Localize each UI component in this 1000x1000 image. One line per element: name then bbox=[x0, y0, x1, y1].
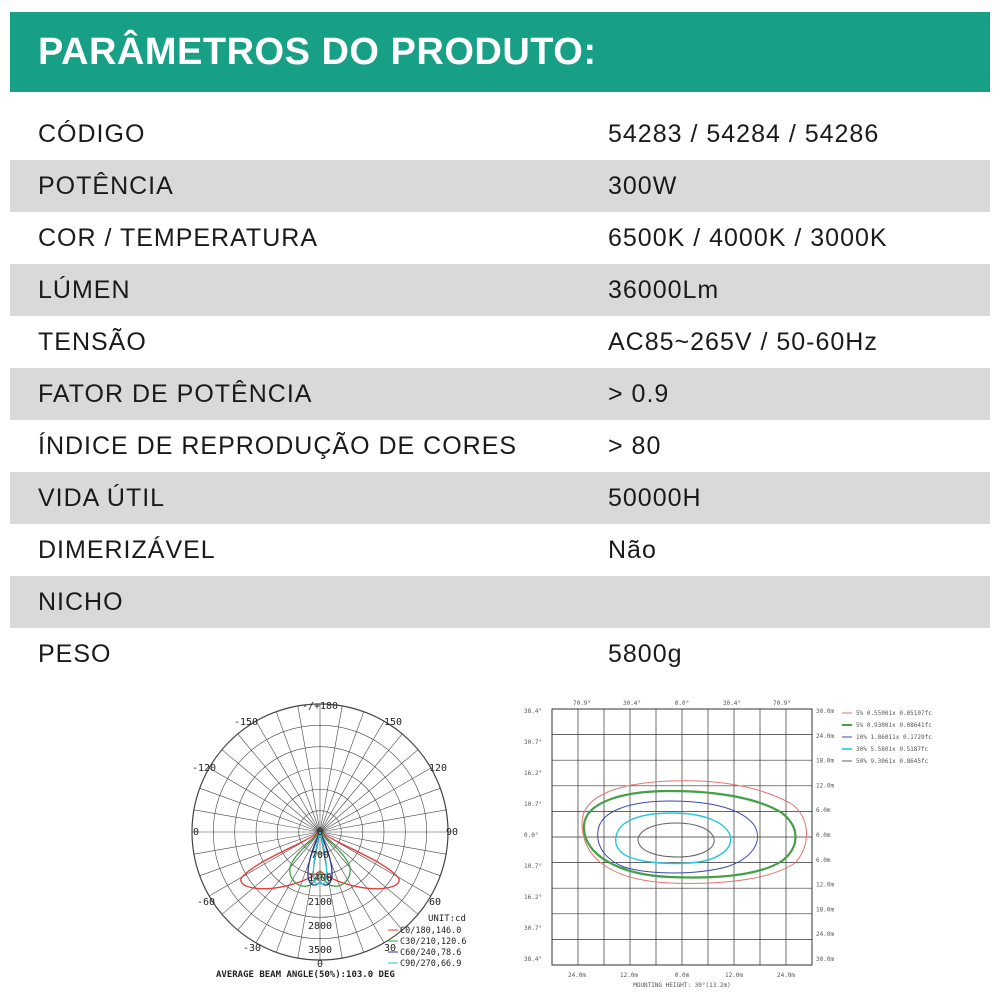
intensity-label: 0 bbox=[316, 827, 324, 838]
spec-row-lumen bbox=[10, 264, 990, 316]
intensity-label: 3500 bbox=[307, 945, 333, 956]
spec-label: LÚMEN bbox=[38, 275, 131, 304]
iso-left-label: 38.4° bbox=[524, 708, 543, 715]
spec-value: 50000H bbox=[608, 483, 702, 512]
page-title: PARÂMETROS DO PRODUTO: bbox=[38, 30, 597, 73]
iso-legend-item: 5% 0.93001x 0.08641fc bbox=[856, 722, 932, 729]
spec-value: AC85~265V / 50-60Hz bbox=[608, 327, 878, 356]
iso-right-label: 24.0m bbox=[816, 732, 835, 740]
iso-bottom-label: 12.0m bbox=[619, 972, 639, 979]
isolux-curve-50pct bbox=[638, 823, 714, 857]
spec-value: 36000Lm bbox=[608, 275, 720, 304]
iso-right-label: 0.0m bbox=[816, 832, 831, 839]
polar-legend bbox=[388, 926, 467, 969]
iso-left-label: 16.2° bbox=[524, 894, 543, 901]
iso-right-label: 30.0m bbox=[816, 708, 835, 715]
iso-legend-item: 5% 0.55001x 0.05107fc bbox=[856, 710, 932, 717]
spec-label: POTÊNCIA bbox=[38, 171, 174, 200]
isolux-legend bbox=[842, 710, 932, 765]
spec-value: 300W bbox=[608, 171, 678, 200]
iso-left-label: 30.7° bbox=[524, 925, 543, 932]
iso-left-label: 10.7° bbox=[524, 863, 543, 870]
iso-right-label: 6.0m bbox=[816, 807, 831, 815]
iso-bottom-label: 12.0m bbox=[724, 972, 744, 979]
iso-top-label: 70.9° bbox=[772, 700, 792, 707]
spec-label: CÓDIGO bbox=[38, 119, 146, 148]
spec-row-nicho bbox=[10, 576, 990, 628]
angle-label-br: 30 bbox=[383, 943, 397, 954]
angle-label-tl: -150 bbox=[233, 717, 259, 728]
spec-row-cor-temperatura bbox=[10, 212, 990, 264]
legend-item: C60/240,78.6 bbox=[400, 948, 462, 958]
legend-item: C30/210,120.6 bbox=[400, 937, 467, 947]
isolux-left-labels bbox=[524, 708, 542, 963]
angle-label-bl: -30 bbox=[242, 943, 262, 954]
spec-label: FATOR DE POTÊNCIA bbox=[38, 379, 313, 408]
iso-top-label: 30.4° bbox=[622, 700, 642, 707]
header-bar bbox=[10, 12, 990, 92]
spec-label: ÍNDICE DE REPRODUÇÃO DE CORES bbox=[38, 431, 518, 460]
spec-row-codigo bbox=[10, 108, 990, 160]
iso-right-label: 24.0m bbox=[816, 931, 835, 939]
iso-legend-item: 50% 9.3061x 0.8645fc bbox=[856, 758, 929, 765]
spec-label: NICHO bbox=[38, 587, 124, 616]
spec-value: 5800g bbox=[608, 639, 683, 668]
iso-right-label: 6.0m bbox=[816, 856, 831, 864]
spec-table bbox=[10, 108, 990, 680]
angle-label-tr: 150 bbox=[383, 717, 403, 728]
iso-left-label: 30.7° bbox=[524, 739, 543, 746]
spec-label: PESO bbox=[38, 639, 112, 668]
intensity-label: 2800 bbox=[307, 921, 333, 932]
intensity-label: 700 bbox=[310, 850, 330, 861]
polar-distribution-diagram bbox=[180, 695, 500, 990]
angle-label-bottom: 0 bbox=[316, 959, 324, 970]
isolux-curves bbox=[582, 781, 806, 884]
isolux-top-labels bbox=[573, 700, 791, 707]
spec-row-peso bbox=[10, 628, 990, 680]
iso-right-label: 12.0m bbox=[816, 782, 835, 790]
spec-label: VIDA ÚTIL bbox=[38, 483, 166, 512]
angle-label-ul: -120 bbox=[191, 763, 217, 774]
angle-label-top: -/+180 bbox=[301, 701, 339, 712]
spec-row-potencia bbox=[10, 160, 990, 212]
iso-top-label: 0.0° bbox=[674, 700, 690, 707]
spec-row-vida-util bbox=[10, 472, 990, 524]
iso-left-label: 10.7° bbox=[524, 801, 543, 808]
iso-left-label: 16.2° bbox=[524, 770, 543, 777]
iso-right-label: 30.0m bbox=[816, 956, 835, 963]
spec-value: > 0.9 bbox=[608, 379, 670, 408]
iso-legend-item: 30% 5.5801x 0.5187fc bbox=[856, 746, 929, 753]
iso-bottom-label: 0.0m bbox=[674, 972, 690, 979]
iso-left-label: 38.4° bbox=[524, 956, 543, 963]
spec-row-dimerizavel bbox=[10, 524, 990, 576]
spec-label: COR / TEMPERATURA bbox=[38, 223, 318, 252]
iso-right-label: 18.0m bbox=[816, 757, 835, 765]
beam-angle-caption: AVERAGE BEAM ANGLE(50%):103.0 DEG bbox=[216, 970, 395, 980]
isolux-grid bbox=[552, 709, 812, 965]
spec-value: > 80 bbox=[608, 431, 662, 460]
angle-label-ur: 120 bbox=[428, 763, 448, 774]
angle-label-left: 0 bbox=[192, 827, 200, 838]
iso-bottom-caption: MOUNTING HEIGHT: 30°(13.2m) bbox=[633, 982, 731, 989]
isolux-diagram bbox=[520, 695, 980, 990]
legend-item: C90/270,66.9 bbox=[400, 959, 462, 969]
angle-label-right: 90 bbox=[445, 827, 459, 838]
legend-item: C0/180,146.0 bbox=[400, 926, 462, 936]
spec-value: 54283 / 54284 / 54286 bbox=[608, 119, 880, 148]
iso-legend-item: 10% 1.86011x 0.1729fc bbox=[856, 734, 932, 741]
isolux-curve-5pct bbox=[582, 781, 806, 884]
iso-bottom-label: 24.0m bbox=[567, 972, 587, 979]
spec-value: 6500K / 4000K / 3000K bbox=[608, 223, 888, 252]
spec-row-fator-potencia bbox=[10, 368, 990, 420]
iso-bottom-label: 24.0m bbox=[776, 972, 796, 979]
angle-label-lr: 60 bbox=[428, 897, 442, 908]
spec-value: Não bbox=[608, 535, 657, 564]
spec-row-irc bbox=[10, 420, 990, 472]
isolux-right-labels bbox=[816, 708, 834, 963]
iso-right-label: 12.0m bbox=[816, 881, 835, 889]
isolux-bottom-labels bbox=[568, 972, 795, 979]
iso-left-label: 0.0° bbox=[524, 832, 539, 839]
iso-top-label: 70.9° bbox=[572, 700, 592, 707]
unit-label: UNIT:cd bbox=[428, 914, 466, 924]
isolux-curve-green bbox=[584, 791, 796, 877]
iso-right-label: 18.0m bbox=[816, 906, 835, 914]
angle-label-ll: -60 bbox=[196, 897, 216, 908]
intensity-label: 1400 bbox=[307, 873, 333, 884]
spec-row-tensao bbox=[10, 316, 990, 368]
spec-label: TENSÃO bbox=[38, 327, 147, 356]
spec-label: DIMERIZÁVEL bbox=[38, 535, 216, 564]
iso-top-label: 30.4° bbox=[722, 700, 742, 707]
intensity-label: 2100 bbox=[307, 897, 333, 908]
